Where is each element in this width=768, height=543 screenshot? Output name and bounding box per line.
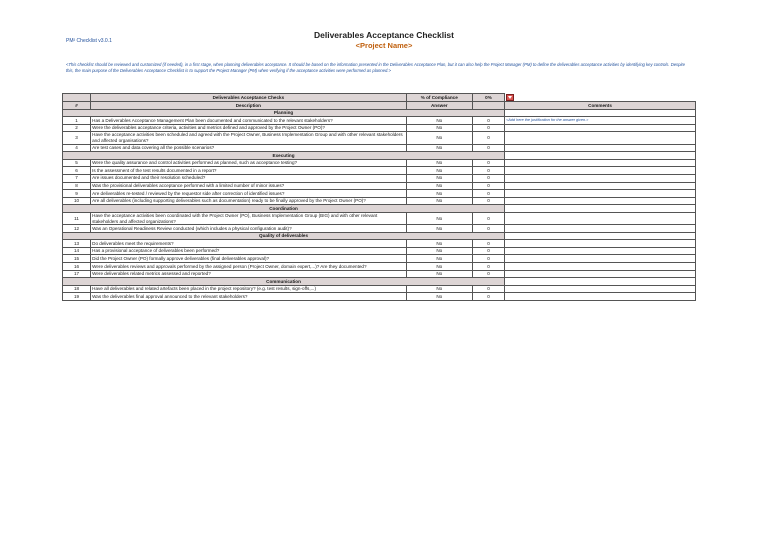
section-comment-blank — [505, 232, 696, 240]
row-number: 15 — [63, 255, 91, 263]
comment-cell[interactable] — [505, 174, 696, 182]
score-cell: 0 — [472, 167, 504, 175]
answer-cell[interactable]: No — [406, 159, 472, 167]
answer-cell[interactable]: No — [406, 293, 472, 301]
comment-cell[interactable] — [505, 117, 696, 125]
row-number: 3 — [63, 132, 91, 144]
score-cell: 0 — [472, 117, 504, 125]
checklist-body — [63, 109, 696, 300]
comment-cell[interactable] — [505, 182, 696, 190]
row-number: 17 — [63, 270, 91, 278]
row-description: Were the deliverables acceptance criteria, activities and metrics defined and approved by the Project Owner (PO)? — [91, 124, 406, 132]
header-empty-cell — [63, 94, 91, 102]
answer-cell[interactable]: No — [406, 247, 472, 255]
row-description: Were deliverables related metrics assessed and reported? — [91, 270, 406, 278]
row-description: Are test cases and data covering all the possible scenarios? — [91, 144, 406, 152]
row-description: Have all deliverables and related artefacts been placed in the project repository? (e.g. test results, sign-offs,...) — [91, 285, 406, 293]
answer-cell[interactable]: No — [406, 167, 472, 175]
score-cell: 0 — [472, 159, 504, 167]
score-cell: 0 — [472, 255, 504, 263]
col-description: Description — [91, 102, 406, 110]
comment-cell[interactable] — [505, 190, 696, 198]
row-description: Have the acceptance activities been scheduled and agreed with the Project Owner, Business Implementation Group and with other relevant stakeholders and affected organisations? — [91, 132, 406, 144]
table-row — [63, 190, 696, 198]
comment-cell[interactable] — [505, 247, 696, 255]
table-row — [63, 255, 696, 263]
table-column-header — [63, 102, 696, 110]
section-title: Communication — [63, 278, 505, 286]
row-description: Are deliverables re-tested / reviewed by the requestor side after correction of identified issues? — [91, 190, 406, 198]
answer-cell[interactable]: No — [406, 263, 472, 271]
section-comment-blank — [505, 109, 696, 117]
answer-cell[interactable]: No — [406, 174, 472, 182]
row-description: Did the Project Owner (PO) formally approve deliverables (final deliverables approval)? — [91, 255, 406, 263]
score-cell: 0 — [472, 263, 504, 271]
score-cell: 0 — [472, 293, 504, 301]
comment-cell[interactable] — [505, 285, 696, 293]
score-cell: 0 — [472, 144, 504, 152]
comment-cell[interactable] — [505, 225, 696, 233]
row-description: Is the assessment of the test results documented in a report? — [91, 167, 406, 175]
answer-cell[interactable]: No — [406, 197, 472, 205]
section-row — [63, 205, 696, 213]
comment-cell[interactable] — [505, 124, 696, 132]
row-number: 11 — [63, 212, 91, 224]
row-number: 4 — [63, 144, 91, 152]
row-number: 10 — [63, 197, 91, 205]
table-row — [63, 159, 696, 167]
section-comment-blank — [505, 205, 696, 213]
answer-cell[interactable]: No — [406, 240, 472, 248]
table-row — [63, 247, 696, 255]
score-cell: 0 — [472, 124, 504, 132]
table-row — [63, 240, 696, 248]
table-row — [63, 270, 696, 278]
table-top-header — [63, 94, 696, 102]
answer-cell[interactable]: No — [406, 270, 472, 278]
row-number: 7 — [63, 174, 91, 182]
comment-cell[interactable] — [505, 270, 696, 278]
compliance-value: 0% — [472, 94, 504, 102]
answer-cell[interactable]: No — [406, 182, 472, 190]
table-row — [63, 225, 696, 233]
answer-cell[interactable]: No — [406, 124, 472, 132]
score-cell: 0 — [472, 240, 504, 248]
col-answer: Answer — [406, 102, 472, 110]
row-number: 2 — [63, 124, 91, 132]
row-description: Have the acceptance activities been coordinated with the Project Owner (PO), Business Implementation Group (BIG) and with other relevant stakeholders and affected organizations? — [91, 212, 406, 224]
score-cell: 0 — [472, 225, 504, 233]
section-comment-blank — [505, 278, 696, 286]
row-number: 13 — [63, 240, 91, 248]
row-description: Was an Operational Readiness Review conducted (which includes a physical configuration audit)? — [91, 225, 406, 233]
table-row — [63, 144, 696, 152]
filter-cell — [505, 94, 696, 102]
table-row — [63, 285, 696, 293]
score-cell: 0 — [472, 270, 504, 278]
row-description: Was the provisional deliverables acceptance performed with a limited number of minor issues? — [91, 182, 406, 190]
table-row — [63, 117, 696, 125]
answer-cell[interactable]: No — [406, 255, 472, 263]
table-row — [63, 167, 696, 175]
comment-cell[interactable] — [505, 132, 696, 144]
answer-cell[interactable]: No — [406, 132, 472, 144]
table-row — [63, 124, 696, 132]
row-number: 1 — [63, 117, 91, 125]
score-cell: 0 — [472, 174, 504, 182]
checklist-version: PM² Checklist v3.0.1 — [66, 38, 112, 44]
comment-cell[interactable] — [505, 240, 696, 248]
row-number: 19 — [63, 293, 91, 301]
table-row — [63, 212, 696, 224]
compliance-header: % of Compliance — [406, 94, 472, 102]
checks-header: Deliverables Acceptance Checks — [91, 94, 406, 102]
section-row — [63, 109, 696, 117]
row-number: 6 — [63, 167, 91, 175]
row-number: 14 — [63, 247, 91, 255]
comment-cell[interactable] — [505, 263, 696, 271]
row-description: Has a Deliverables Acceptance Management Plan been documented and communicated to the relevant stakeholders? — [91, 117, 406, 125]
score-cell: 0 — [472, 132, 504, 144]
table-row — [63, 132, 696, 144]
row-description: Are issues documented and their resolution scheduled? — [91, 174, 406, 182]
col-score — [472, 102, 504, 110]
row-number: 18 — [63, 285, 91, 293]
comment-cell[interactable] — [505, 197, 696, 205]
checklist-table — [62, 93, 696, 301]
row-number: 9 — [63, 190, 91, 198]
score-cell: 0 — [472, 190, 504, 198]
row-description: Were deliverables reviews and approvals performed by the assigned person (Project Owner, domain expert,...)? Are they documented? — [91, 263, 406, 271]
answer-cell[interactable]: No — [406, 225, 472, 233]
table-row — [63, 197, 696, 205]
score-cell: 0 — [472, 212, 504, 224]
section-comment-blank — [505, 152, 696, 160]
table-row — [63, 263, 696, 271]
score-cell: 0 — [472, 182, 504, 190]
comment-cell[interactable] — [505, 167, 696, 175]
score-cell: 0 — [472, 285, 504, 293]
row-number: 5 — [63, 159, 91, 167]
instruction-note: <This checklist should be reviewed and customized (if needed), in a first stage, when planning deliverables acceptance. It should be based on the information presented in the Deliverables Acceptance Plan, but it can also help the Project Manager (PM) to define the deliverables acceptance activities by identifying key controls. Despite this, the main purpose of the Deliverables Acceptance Checklist is to support the Project Manager (PM) when verifying if the acceptance activities were performed as planned.> — [66, 62, 685, 73]
answer-cell[interactable]: No — [406, 190, 472, 198]
section-title: Executing — [63, 152, 505, 160]
comment-text: <Add here the justification for the answer given.> — [506, 118, 589, 123]
answer-cell[interactable]: No — [406, 212, 472, 224]
table-row — [63, 293, 696, 301]
comment-cell[interactable] — [505, 144, 696, 152]
filter-icon[interactable] — [506, 94, 514, 101]
section-row — [63, 232, 696, 240]
row-description: Do deliverables meet the requirements? — [91, 240, 406, 248]
row-description: Are all deliverables (including supporting deliverables such as documentation) ready to be finally approved by the Project Owner (PO)? — [91, 197, 406, 205]
row-number: 16 — [63, 263, 91, 271]
row-description: Was the deliverables final approval announced to the relevant stakeholders? — [91, 293, 406, 301]
score-cell: 0 — [472, 197, 504, 205]
project-name: <Project Name> — [355, 41, 413, 50]
comment-cell[interactable] — [505, 212, 696, 224]
page-title: Deliverables Acceptance Checklist — [313, 30, 454, 40]
comment-cell[interactable] — [505, 159, 696, 167]
table-row — [63, 174, 696, 182]
section-title: Coordination — [63, 205, 505, 213]
answer-cell[interactable]: No — [406, 117, 472, 125]
col-num: # — [63, 102, 91, 110]
section-title: Planning — [63, 109, 505, 117]
title-block — [0, 30, 768, 50]
score-cell: 0 — [472, 247, 504, 255]
row-number: 8 — [63, 182, 91, 190]
row-description: Were the quality assurance and control activities performed as planned, such as acceptance testing? — [91, 159, 406, 167]
row-description: Has a provisional acceptance of deliverables been performed? — [91, 247, 406, 255]
section-row — [63, 278, 696, 286]
comment-cell[interactable] — [505, 255, 696, 263]
comment-cell[interactable] — [505, 293, 696, 301]
col-comments: Comments — [505, 102, 696, 110]
section-title: Quality of deliverables — [63, 232, 505, 240]
answer-cell[interactable]: No — [406, 144, 472, 152]
table-row — [63, 182, 696, 190]
answer-cell[interactable]: No — [406, 285, 472, 293]
row-number: 12 — [63, 225, 91, 233]
section-row — [63, 152, 696, 160]
